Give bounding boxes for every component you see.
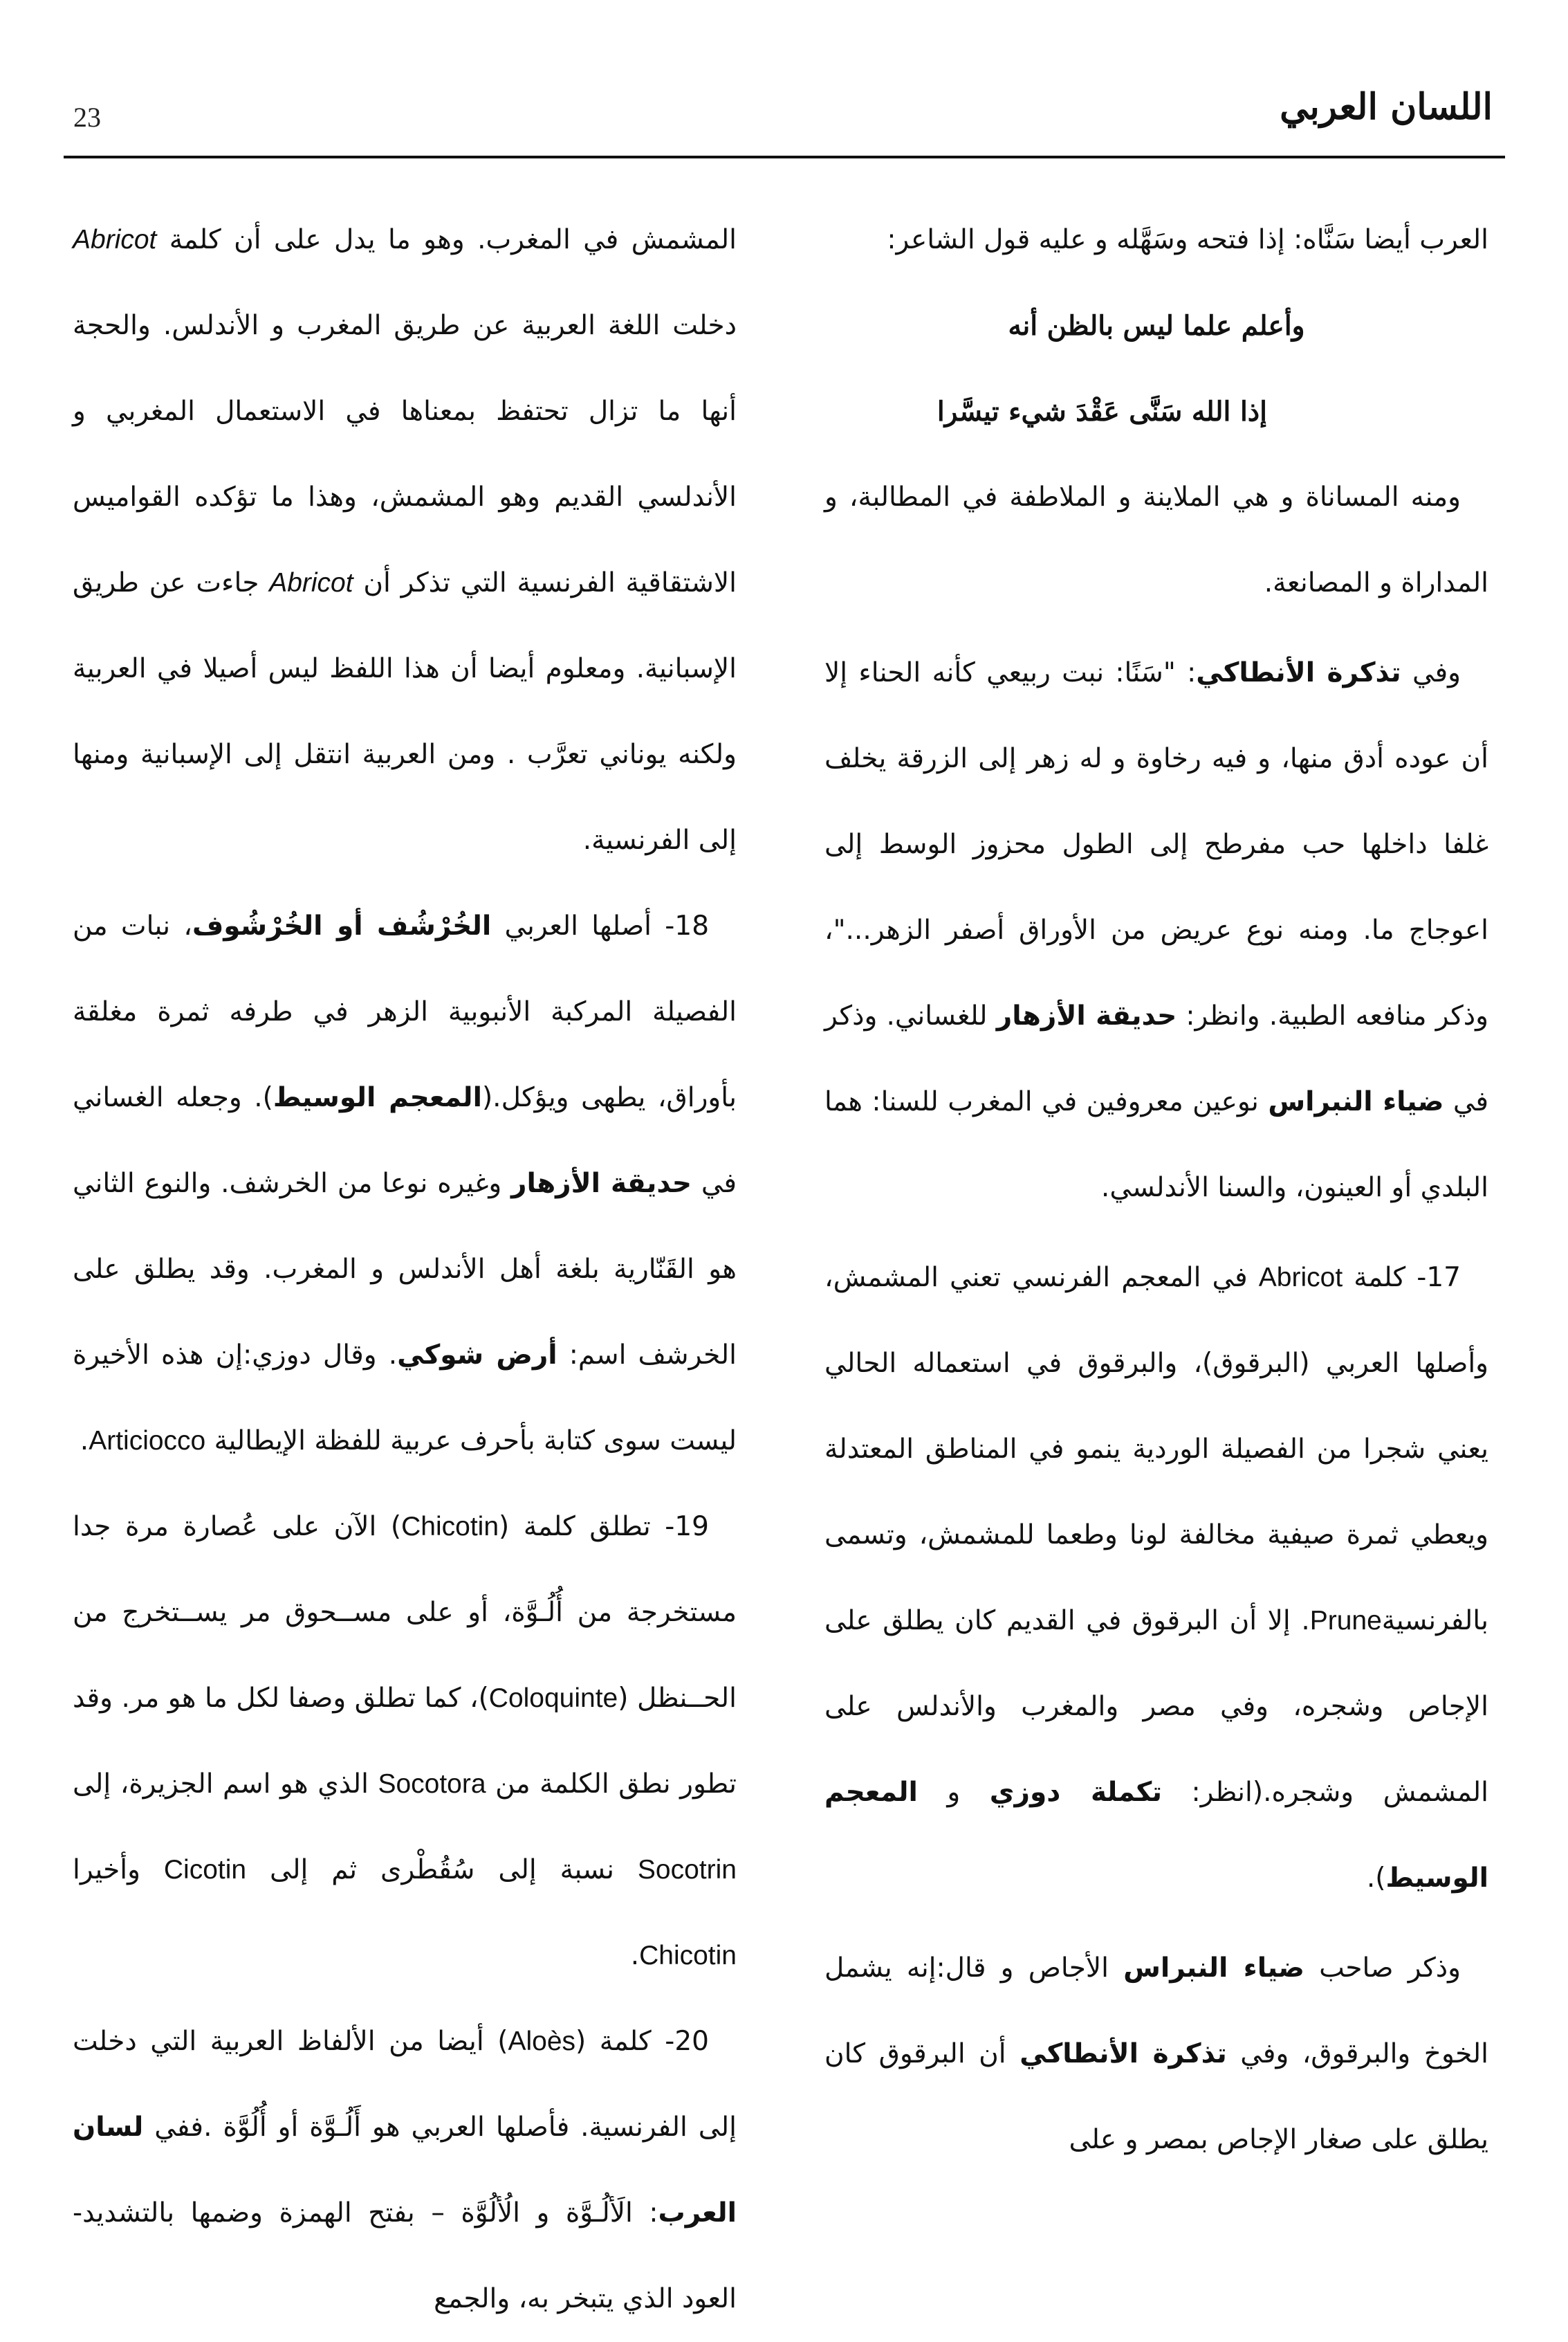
paragraph xyxy=(73,197,737,884)
book-title: تذكرة الأنطاكي xyxy=(1020,2038,1227,2069)
term: أرض شوكي xyxy=(397,1339,557,1371)
paragraph xyxy=(824,197,1488,283)
latin-word: Socotora xyxy=(378,1769,486,1799)
book-title: لسان العرب xyxy=(73,2112,737,2229)
text: العرب أيضا سَنَّاه: إذا فتحه وسَهَّله و عليه قول الشاعر: xyxy=(887,224,1488,255)
text: : الَألُـوَّة و الُألُوَّة – بفتح الهمزة وضمها بالتشديد- العود الذي يتبخر به، والجمع xyxy=(73,2197,737,2314)
paragraph xyxy=(73,1999,737,2342)
page-number: 23 xyxy=(73,102,101,133)
paragraph xyxy=(824,1235,1488,1921)
book-title: المعجم الوسيط xyxy=(273,1082,482,1113)
text: وغيره نوعا من الخرشف. والنوع الثاني هو القَنّارية بلغة أهل الأندلس و المغرب. وقد يطلق على الخرشف اسم: xyxy=(73,1168,737,1371)
text: . إلا أن البرقوق في القديم كان يطلق على الإجاص وشجره، وفي مصر والمغرب والأندلس على المشمش وشجره.(انظر: xyxy=(824,1605,1488,1808)
text: . وقال دوزي:إن هذه الأخيرة ليست سوى كتابة بأحرف عربية للفظة الإيطالية xyxy=(73,1339,737,1456)
text: ). xyxy=(1366,1863,1386,1894)
text: 19- تطلق كلمة ( xyxy=(499,1511,709,1542)
text: ). وجعله الغساني في xyxy=(73,1082,737,1199)
book-title: حديقة الأزهار xyxy=(996,1000,1177,1032)
text: وفي xyxy=(1401,657,1461,688)
latin-word: Abricot xyxy=(1258,1263,1343,1292)
latin-word: Socotrin xyxy=(637,1855,737,1885)
text: وأخيرا xyxy=(73,1854,164,1885)
latin-word: Chicotin xyxy=(401,1512,499,1541)
latin-word: Articiocco xyxy=(89,1426,206,1456)
text: الأجاص و قال:إنه يشمل الخوخ والبرقوق، وفي xyxy=(824,1952,1488,2069)
book-title: تكملة دوزي xyxy=(989,1777,1162,1808)
book-title: تذكرة الأنطاكي xyxy=(1196,657,1401,688)
book-title: ضياء النبراس xyxy=(1123,1952,1304,1984)
text: )، كما تطلق وصفا لكل ما هو مر. وقد تطور نطق الكلمة من xyxy=(73,1683,737,1800)
book-title: ضياء النبراس xyxy=(1268,1086,1444,1117)
text: للغساني. وذكر في xyxy=(824,1000,1489,1117)
text: في المعجم الفرنسي تعني المشمش، وأصلها العربي (البرقوق)، والبرقوق في استعماله الحالي يعني شجرا من الفصيلة الوردية ينمو في المناطق المعتدلة ويعطي ثمرة صيفية مخالفة لونا وطعما للمشمش، وتسمى بالفرنسية xyxy=(824,1262,1488,1636)
text: الذي هو اسم الجزيرة، إلى xyxy=(73,1768,378,1800)
text: المشمش في المغرب. وهو ما يدل على أن كلمة xyxy=(156,224,737,255)
book-title: المعجم الوسيط xyxy=(824,1777,1488,1894)
paragraph xyxy=(73,884,737,1484)
paragraph xyxy=(824,630,1488,1231)
text: . xyxy=(80,1425,89,1456)
latin-word: Aloès xyxy=(508,2027,576,2056)
paragraph xyxy=(824,455,1488,626)
latin-word: Prune xyxy=(1309,1606,1382,1636)
text: نسبة إلى سُقُطْرى ثم إلى xyxy=(246,1854,638,1885)
text: دخلت اللغة العربية عن طريق المغرب و الأندلس. والحجة أنها ما تزال تحتفظ بمعناها في الاستعمال المغربي و الأندلسي القديم وهو المشمش، وهذا ما تؤكده القواميس الاشتقاقية الفرنسية التي تذكر أن xyxy=(73,310,737,598)
text: و xyxy=(917,1777,990,1808)
text: . xyxy=(630,1940,640,1971)
header-divider xyxy=(64,156,1505,158)
text: 20- كلمة ( xyxy=(575,2026,709,2057)
text: : "سَنًا: نبت ربيعي كأنه الحناء إلا أن عوده أدق منها، و فيه رخاوة و له زهر إلى الزرقة يخلف غلفا داخلها حب مفرطح إلى الطول محزوز الوسط إلى اعوجاج ما. ومنه نوع عريض من الأوراق أصفر الزهر..."، وذكر منافعه الطبية. وانظر: xyxy=(824,657,1489,1032)
text: ) الآن على عُصارة مرة جدا مستخرجة من أُلُـوَّة، أو على مســحوق مر يســتخرج من الحــنظل ( xyxy=(73,1511,737,1714)
latin-word: Cicotin xyxy=(163,1855,247,1885)
latin-word: Chicotin xyxy=(639,1941,737,1970)
verse-line: وأعلم علما ليس بالظن أنه xyxy=(1008,310,1305,342)
text: ، نبات من الفصيلة المركبة الأنبوبية الزهر في طرفه ثمرة مغلقة بأوراق، يطهى ويؤكل.( xyxy=(73,911,737,1113)
text: 17- كلمة xyxy=(1343,1262,1461,1293)
text: أن البرقوق كان يطلق على صغار الإجاص بمصر و على xyxy=(824,2038,1488,2155)
text: ) أيضا من الألفاظ العربية التي دخلت إلى الفرنسية. فأصلها العربي هو أَلُـوَّة أو أُلُوَّة .ففي xyxy=(73,2026,737,2143)
latin-word: Abricot xyxy=(269,568,353,598)
text: ومنه المساناة و هي الملاينة و الملاطفة في المطالبة، و المداراة و المصانعة. xyxy=(824,482,1488,598)
paragraph xyxy=(73,1484,737,1999)
latin-word: Abricot xyxy=(73,225,157,255)
text: جاءت عن طريق الإسبانية. ومعلوم أيضا أن هذا اللفظ ليس أصيلا في العربية ولكنه يوناني تعرَّب . ومن العربية انتقل إلى الإسبانية ومنها إلى الفرنسية. xyxy=(73,567,737,856)
right-column xyxy=(824,197,1488,2183)
text: نوعين معروفين في المغرب للسنا: هما البلدي أو العينون، والسنا الأندلسي. xyxy=(824,1086,1488,1203)
verse-line: إذا الله سَنَّى عَقْدَ شيء تيسَّرا xyxy=(937,396,1267,428)
journal-title: اللسان العربي xyxy=(1280,86,1493,128)
term: الخُرْشُف أو الخُرْشُوف xyxy=(192,911,492,942)
page-header xyxy=(64,82,1502,158)
text: وذكر صاحب xyxy=(1304,1952,1461,1984)
paragraph xyxy=(824,1925,1488,2183)
book-title: حديقة الأزهار xyxy=(511,1168,692,1199)
left-column xyxy=(73,197,737,2342)
latin-word: Coloquinte xyxy=(488,1683,618,1713)
text: 18- أصلها العربي xyxy=(491,911,710,942)
